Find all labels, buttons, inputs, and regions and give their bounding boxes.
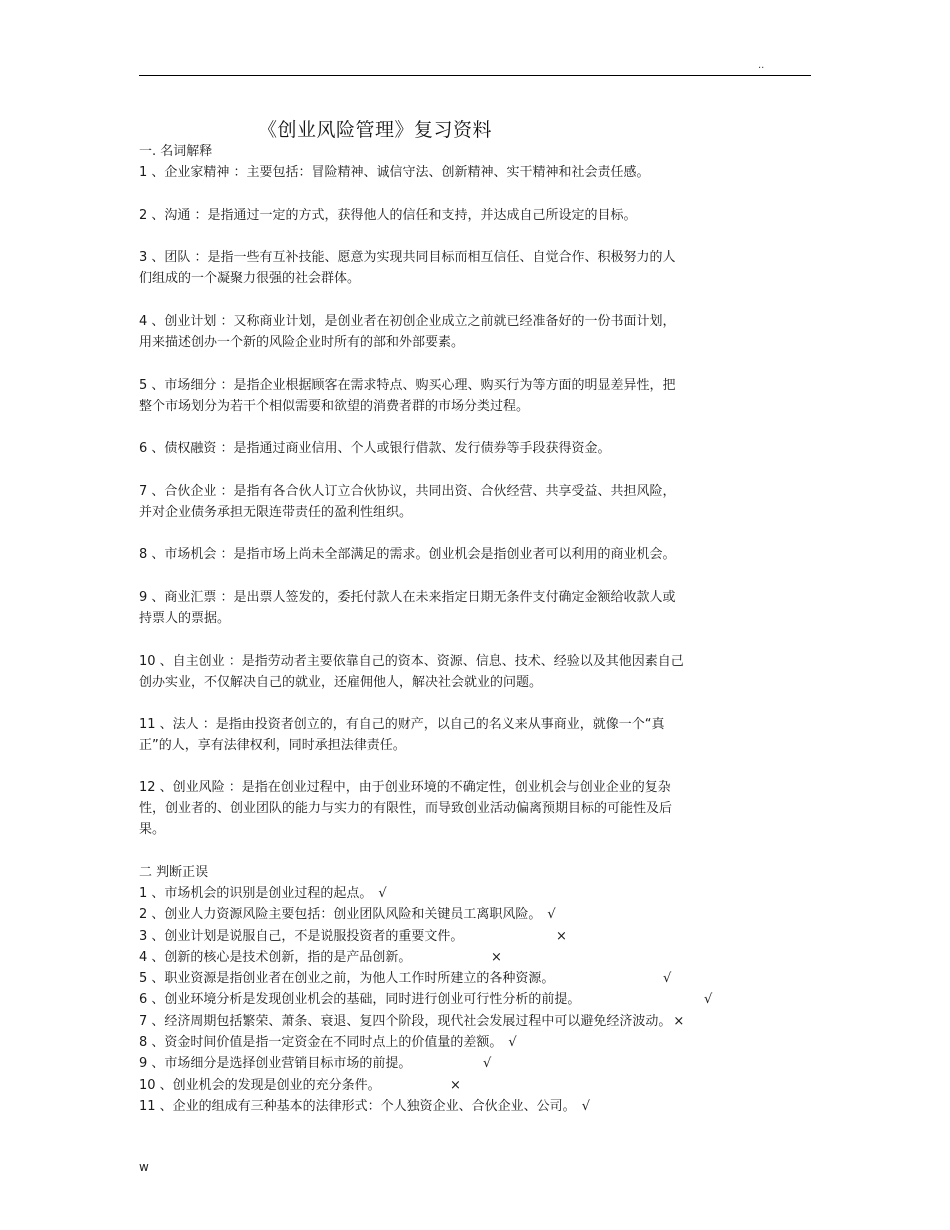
judgement-mark: √ <box>378 886 387 901</box>
definition-item <box>139 375 751 417</box>
definition-line: 果。 <box>139 822 166 837</box>
definition-line: 10 、自主创业 ：是指劳动者主要依靠自己的资本、资源、信息、技术、经验以及其他因素自己 <box>139 654 684 669</box>
judgement-mark: × <box>450 1078 461 1093</box>
judgement-text: 11 、企业的组成有三种基本的法律形式：个人独资企业、合伙企业、公司。 <box>139 1099 576 1114</box>
judgement-item <box>139 970 554 987</box>
judgement-item <box>139 1055 411 1072</box>
judgement-mark: √ <box>704 992 713 1007</box>
definition-line: 3 、团队 ：是指一些有互补技能、愿意为实现共同目标而相互信任、自觉合作、积极努力的人 <box>139 250 676 265</box>
definition-line: 性，创业者的、创业团队的能力与实力的有限性，而导致创业活动偏离预期目标的可能性及后 <box>139 801 673 816</box>
document-title: 《创业风险管理》复习资料 <box>258 119 493 141</box>
judgement-mark: √ <box>547 907 556 922</box>
judgement-mark: × <box>556 929 567 944</box>
definition-line: 正”的人，享有法律权利，同时承担法律责任。 <box>139 738 406 753</box>
judgement-mark: √ <box>508 1035 517 1050</box>
section-heading-judgement: 二 判断正误 <box>139 865 209 880</box>
header-rule <box>139 75 811 76</box>
judgement-mark: × <box>673 1014 685 1029</box>
definition-item <box>139 587 751 629</box>
definition-line: 用来描述创办一个新的风险企业时所有的部和外部要素。 <box>139 335 465 350</box>
definition-item <box>139 714 751 756</box>
definition-line: 整个市场划分为若干个相似需要和欲望的消费者群的市场分类过程。 <box>139 399 530 414</box>
definition-item <box>139 162 751 183</box>
judgement-text: 3 、创业计划是说服自己，不是说服投资者的重要文件。 <box>139 929 464 944</box>
definition-line: 6 、债权融资 ：是指通过商业信用、个人或银行借款、发行债券等手段获得资金。 <box>139 441 611 456</box>
section-heading-definitions: 一. 名词解释 <box>139 144 213 159</box>
judgement-text: 8 、资金时间价值是指一定资金在不同时点上的价值量的差额。 <box>139 1035 503 1050</box>
definition-line: 7 、合伙企业 ：是指有各合伙人订立合伙协议，共同出资、合伙经营、共享受益、共担风险， <box>139 484 676 499</box>
definition-item <box>139 247 751 289</box>
judgement-item <box>139 1098 590 1115</box>
judgement-item <box>139 1013 684 1030</box>
judgement-mark: √ <box>483 1056 492 1071</box>
judgement-text: 4 、创新的核心是技术创新，指的是产品创新。 <box>139 950 412 965</box>
judgement-item <box>139 885 387 902</box>
judgement-mark: × <box>491 950 502 965</box>
definition-line: 1 、企业家精神 ：主要包括：冒险精神、诚信守法、创新精神、实干精神和社会责任感。 <box>139 165 650 180</box>
definition-line: 创办实业，不仅解决自己的就业，还雇佣他人，解决社会就业的问题。 <box>139 675 543 690</box>
definition-line: 们组成的一个凝聚力很强的社会群体。 <box>139 271 361 286</box>
definition-line: 并对企业债务承担无限连带责任的盈利性组织。 <box>139 505 413 520</box>
definition-item <box>139 481 751 523</box>
judgement-item <box>139 1034 517 1051</box>
definition-line: 2 、沟通 ：是指通过一定的方式，获得他人的信任和支持，并达成自己所设定的目标。 <box>139 208 637 223</box>
definition-line: 9 、商业汇票 ：是出票人签发的，委托付款人在未来指定日期无条件支付确定金额给收款人或 <box>139 590 676 605</box>
judgement-item <box>139 928 463 945</box>
definition-line: 12 、创业风险 ：是指在创业过程中，由于创业环境的不确定性，创业机会与创业企业的复杂 <box>139 780 671 795</box>
judgement-mark: √ <box>581 1099 590 1114</box>
footer-mark: w <box>139 1160 149 1174</box>
definition-item <box>139 205 751 226</box>
judgement-text: 9 、市场细分是选择创业营销目标市场的前提。 <box>139 1056 412 1071</box>
definition-item <box>139 777 751 840</box>
judgement-text: 6 、创业环境分析是发现创业机会的基础，同时进行创业可行性分析的前提。 <box>139 992 581 1007</box>
header-mark: .. <box>758 60 765 71</box>
definition-item <box>139 311 751 353</box>
definition-line: 5 、市场细分 ：是指企业根据顾客在需求特点、购买心理、购买行为等方面的明显差异性，把 <box>139 378 676 393</box>
judgement-item <box>139 949 411 966</box>
judgement-text: 7 、经济周期包括繁荣、萧条、衰退、复四个阶段，现代社会发展过程中可以避免经济波动。 <box>139 1014 672 1029</box>
definition-line: 持票人的票据。 <box>139 611 231 626</box>
judgement-text: 10 、创业机会的发现是创业的充分条件。 <box>139 1078 381 1093</box>
definition-line: 11 、法人 ：是指由投资者创立的，有自己的财产，以自己的名义来从事商业，就像一个“真 <box>139 717 665 732</box>
judgement-mark: √ <box>663 971 672 986</box>
judgement-text: 2 、创业人力资源风险主要包括：创业团队风险和关键员工离职风险。 <box>139 907 542 922</box>
judgement-item <box>139 906 556 923</box>
judgement-item <box>139 991 580 1008</box>
judgement-text: 1 、市场机会的识别是创业过程的起点。 <box>139 886 373 901</box>
definition-line: 8 、市场机会 ：是指市场上尚未全部满足的需求。创业机会是指创业者可以利用的商业机会。 <box>139 547 676 562</box>
judgement-item <box>139 1077 381 1094</box>
definition-item <box>139 438 751 459</box>
judgement-text: 5 、职业资源是指创业者在创业之前，为他人工作时所建立的各种资源。 <box>139 971 555 986</box>
definition-item <box>139 544 751 565</box>
definition-item <box>139 651 751 693</box>
definition-line: 4 、创业计划 ：又称商业计划，是创业者在初创企业成立之前就已经准备好的一份书面计划， <box>139 314 676 329</box>
